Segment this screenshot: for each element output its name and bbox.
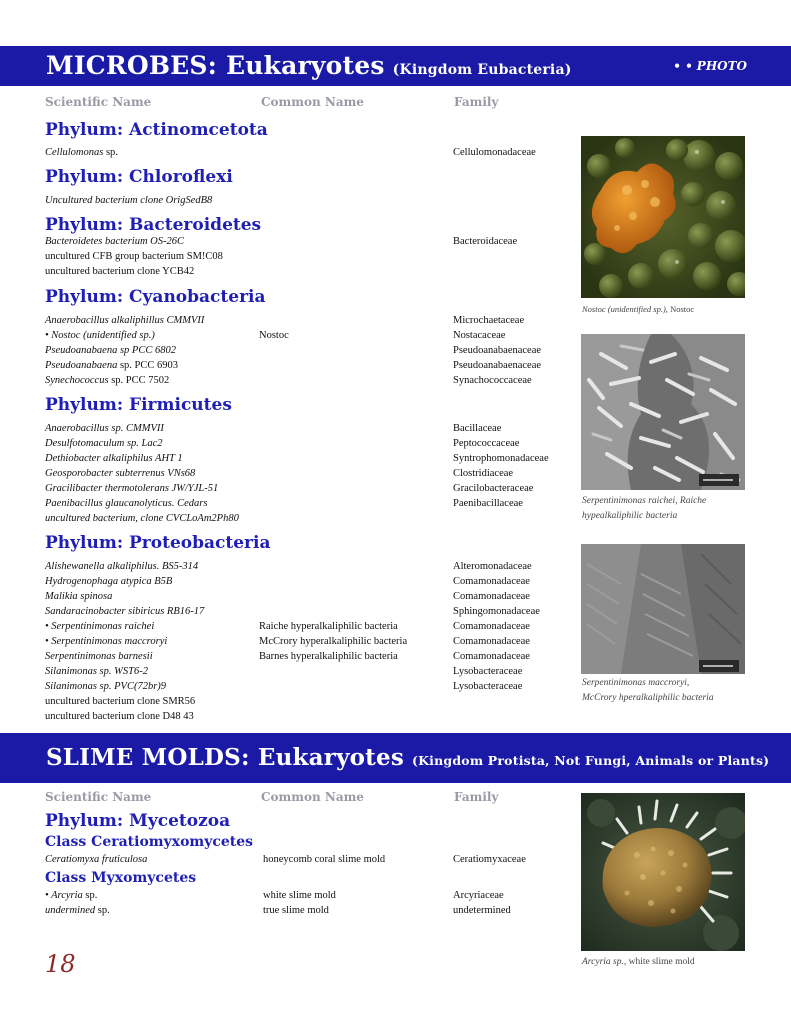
family-name: Paenibacillaceae bbox=[453, 498, 523, 509]
caption-raichei bbox=[582, 494, 757, 524]
list-item bbox=[45, 619, 570, 634]
class-heading-ceratiomyxomycetes: Class Ceratiomyxomycetes bbox=[45, 834, 254, 850]
scientific-name-suffix: sp. PCC 7502 bbox=[108, 375, 170, 386]
list-item bbox=[45, 234, 570, 249]
caption-arcyria bbox=[582, 955, 757, 970]
scientific-name: Uncultured bacterium clone OrigSedB8 bbox=[45, 195, 213, 206]
list-item bbox=[45, 421, 570, 436]
caption-raichei-line1: Serpentinimonas raichei, Raiche bbox=[582, 496, 707, 506]
caption-maccroryi-line2: McCrory hperalkaliphilic bacteria bbox=[582, 693, 714, 703]
list-item bbox=[45, 249, 570, 264]
scientific-name-suffix: sp. PCC 6903 bbox=[117, 360, 179, 371]
slime-molds-subtitle: (Kingdom Protista, Not Fungi, Animals or Plants) bbox=[411, 753, 770, 768]
photo-legend bbox=[673, 59, 747, 73]
family-name: Gracilobacteraceae bbox=[453, 483, 534, 494]
scientific-name: Anaerobacillus alkaliphillus CMMVII bbox=[45, 315, 205, 326]
family-name: Pseudoanabaenaceae bbox=[453, 345, 542, 356]
family-name: Bacillaceae bbox=[453, 423, 502, 434]
list-item bbox=[45, 604, 570, 619]
caption-arcyria-italic: Arcyria sp., bbox=[582, 957, 627, 967]
caption-raichei-line2: hypealkaliphilic bacteria bbox=[582, 511, 678, 521]
scientific-name-italic: Pseudoanabaena bbox=[45, 360, 118, 371]
photo-serpentinimonas-raichei bbox=[581, 334, 745, 490]
list-item bbox=[45, 664, 570, 679]
phylum-heading-actinomcetota: Phylum: Actinomcetota bbox=[45, 120, 268, 140]
list-item bbox=[45, 436, 570, 451]
common-name: McCrory hyperalkaliphilic bacteria bbox=[259, 636, 408, 647]
slime-molds-banner-title bbox=[46, 744, 769, 771]
scientific-name: Geosporobacter subterrenus VNs68 bbox=[45, 468, 196, 479]
list-item bbox=[45, 694, 570, 709]
scientific-name: Dethiobacter alkaliphilus AHT 1 bbox=[45, 453, 183, 464]
photo-legend-label: PHOTO bbox=[696, 59, 747, 73]
scientific-name-suffix: sp. PVC(72br)9 bbox=[96, 681, 167, 692]
list-item bbox=[45, 888, 570, 903]
family-name: undetermined bbox=[453, 905, 511, 916]
arcyria-slime-mold-image bbox=[581, 793, 745, 951]
scientific-name bbox=[45, 664, 148, 679]
family-name: Cellulomonadaceae bbox=[453, 147, 536, 158]
phylum-heading-mycetozoa: Phylum: Mycetozoa bbox=[45, 811, 231, 831]
column-header-scientific: Scientific Name bbox=[45, 95, 152, 109]
family-name: Alteromonadaceae bbox=[453, 561, 532, 572]
scientific-name: Alishewanella alkaliphilus. BS5-314 bbox=[45, 561, 199, 572]
column-header-common: Common Name bbox=[261, 790, 364, 804]
scientific-name: • Serpentinimonas maccroryi bbox=[45, 636, 168, 647]
family-name: Arcyriaceae bbox=[453, 890, 504, 901]
list-item bbox=[45, 193, 570, 208]
scientific-name-italic: • Arcyria bbox=[45, 890, 83, 901]
column-header-family: Family bbox=[454, 95, 499, 109]
scientific-name: uncultured bacterium, clone CVCLoAm2Ph80 bbox=[45, 513, 239, 524]
scientific-name bbox=[45, 145, 118, 160]
scientific-name-suffix: sp. bbox=[103, 147, 118, 158]
caption-nostoc-italic: Nostoc (unidentified sp.), bbox=[582, 304, 668, 314]
scientific-name-italic: undermined bbox=[45, 905, 96, 916]
list-item bbox=[45, 852, 570, 867]
common-name: true slime mold bbox=[263, 905, 329, 916]
photo-serpentinimonas-maccroryi bbox=[581, 544, 745, 674]
scientific-name: Gracilibacter thermotolerans JW/YJL-51 bbox=[45, 483, 219, 494]
scientific-name: uncultured bacterium clone SMR56 bbox=[45, 696, 196, 707]
caption-arcyria-upright: white slime mold bbox=[626, 957, 695, 967]
scientific-name: Ceratiomyxa fruticulosa bbox=[45, 854, 148, 865]
list-item bbox=[45, 589, 570, 604]
family-name: Clostridiaceae bbox=[453, 468, 514, 479]
family-name: Comamonadaceae bbox=[453, 621, 530, 632]
nostoc-colony-image bbox=[581, 136, 745, 298]
scientific-name: Anaerobacillus sp. CMMVII bbox=[45, 423, 164, 434]
scientific-name bbox=[45, 888, 97, 903]
scientific-name: Sandaracinobacter sibiricus RB16-17 bbox=[45, 606, 205, 617]
scientific-name: Malikia spinosa bbox=[45, 591, 113, 602]
list-item bbox=[45, 358, 570, 373]
caption-nostoc bbox=[582, 302, 757, 317]
list-item bbox=[45, 373, 570, 388]
family-name: Pseudoanabaenaceae bbox=[453, 360, 542, 371]
phylum-heading-cyanobacteria: Phylum: Cyanobacteria bbox=[45, 287, 266, 307]
list-item bbox=[45, 903, 570, 918]
family-name: Comamonadaceae bbox=[453, 576, 530, 587]
column-header-scientific: Scientific Name bbox=[45, 790, 152, 804]
list-item bbox=[45, 649, 570, 664]
scientific-name: Pseudoanabaena sp PCC 6802 bbox=[45, 345, 176, 356]
phylum-heading-chloroflexi: Phylum: Chloroflexi bbox=[45, 167, 233, 187]
list-item bbox=[45, 481, 570, 496]
family-name: Comamonadaceae bbox=[453, 651, 530, 662]
scientific-name-suffix: sp. bbox=[82, 890, 98, 901]
common-name: Barnes hyperalkaliphilic bacteria bbox=[259, 651, 398, 662]
column-header-common: Common Name bbox=[261, 95, 364, 109]
list-item bbox=[45, 313, 570, 328]
caption-maccroryi bbox=[582, 676, 757, 706]
list-item bbox=[45, 145, 570, 160]
list-item bbox=[45, 559, 570, 574]
scientific-name bbox=[45, 679, 166, 694]
scientific-name bbox=[45, 358, 178, 373]
scientific-name: Bacteroidetes bacterium OS-26C bbox=[45, 236, 184, 247]
caption-nostoc-upright: Nostoc bbox=[667, 304, 695, 314]
scientific-name-italic: Silanimonas bbox=[45, 666, 97, 677]
scientific-name-italic: Silanimonas bbox=[45, 681, 97, 692]
scientific-name bbox=[45, 373, 169, 388]
family-name: Lysobacteraceae bbox=[453, 666, 523, 677]
photo-nostoc bbox=[581, 136, 745, 298]
scientific-name: uncultured bacterium clone YCB42 bbox=[45, 266, 195, 277]
scientific-name bbox=[45, 903, 110, 918]
scientific-name-italic: Synechococcus bbox=[45, 375, 109, 386]
list-item bbox=[45, 496, 570, 511]
scientific-name: Hydrogenophaga atypica B5B bbox=[45, 576, 173, 587]
scientific-name: uncultured CFB group bacterium SM!C08 bbox=[45, 251, 223, 262]
scientific-name: Desulfotomaculum sp. Lac2 bbox=[45, 438, 163, 449]
list-item bbox=[45, 451, 570, 466]
list-item bbox=[45, 264, 570, 279]
class-heading-myxomycetes: Class Myxomycetes bbox=[45, 870, 197, 886]
scientific-name-suffix: sp. bbox=[95, 905, 110, 916]
photo-arcyria bbox=[581, 793, 745, 951]
family-name: Bacteroidaceae bbox=[453, 236, 518, 247]
list-item bbox=[45, 679, 570, 694]
slime-molds-title-text: SLIME MOLDS: Eukaryotes bbox=[46, 744, 404, 771]
family-name: Peptococcaceae bbox=[453, 438, 520, 449]
common-name: Nostoc bbox=[259, 330, 289, 341]
microbes-subtitle: (Kingdom Eubacteria) bbox=[392, 62, 572, 78]
list-item bbox=[45, 574, 570, 589]
column-header-family: Family bbox=[454, 790, 499, 804]
family-name: Microchaetaceae bbox=[453, 315, 525, 326]
sem-image-raichei bbox=[581, 334, 745, 490]
list-item bbox=[45, 634, 570, 649]
scientific-name: uncultured bacterium clone D48 43 bbox=[45, 711, 194, 722]
list-item bbox=[45, 466, 570, 481]
scientific-name: Paenibacillus glaucanolyticus. Cedars bbox=[45, 498, 208, 509]
family-name: Nostacaceae bbox=[453, 330, 506, 341]
phylum-heading-proteobacteria: Phylum: Proteobacteria bbox=[45, 533, 271, 553]
family-name: Lysobacteraceae bbox=[453, 681, 523, 692]
microbes-banner bbox=[0, 46, 791, 86]
sem-image-maccroryi bbox=[581, 544, 745, 674]
family-name: Comamonadaceae bbox=[453, 591, 530, 602]
family-name: Ceratiomyxaceae bbox=[453, 854, 526, 865]
caption-maccroryi-line1: Serpentinimonas maccroryi, bbox=[582, 678, 690, 688]
list-item bbox=[45, 511, 570, 526]
list-item bbox=[45, 343, 570, 358]
phylum-heading-bacteroidetes: Phylum: Bacteroidetes bbox=[45, 215, 262, 235]
common-name: honeycomb coral slime mold bbox=[263, 854, 386, 865]
family-name: Synachococcaceae bbox=[453, 375, 532, 386]
list-item bbox=[45, 328, 570, 343]
scientific-name: • Serpentinimonas raichei bbox=[45, 621, 155, 632]
family-name: Syntrophomonadaceae bbox=[453, 453, 549, 464]
family-name: Comamonadaceae bbox=[453, 636, 530, 647]
scientific-name-italic: Cellulomonas bbox=[45, 147, 104, 158]
microbes-banner-title bbox=[46, 51, 572, 80]
phylum-heading-firmicutes: Phylum: Firmicutes bbox=[45, 395, 232, 415]
family-name: Sphingomonadaceae bbox=[453, 606, 540, 617]
scientific-name: Serpentinimonas barnesii bbox=[45, 651, 153, 662]
photo-marker-bullets: • • bbox=[673, 59, 693, 73]
scientific-name: • Nostoc (unidentified sp.) bbox=[45, 330, 155, 341]
slime-molds-banner bbox=[0, 733, 791, 783]
common-name: Raiche hyperalkaliphilic bacteria bbox=[259, 621, 398, 632]
scientific-name-suffix: sp. WST6-2 bbox=[96, 666, 148, 677]
page-number: 18 bbox=[45, 950, 76, 978]
common-name: white slime mold bbox=[263, 890, 336, 901]
microbes-title-text: MICROBES: Eukaryotes bbox=[46, 51, 385, 80]
list-item bbox=[45, 709, 570, 724]
